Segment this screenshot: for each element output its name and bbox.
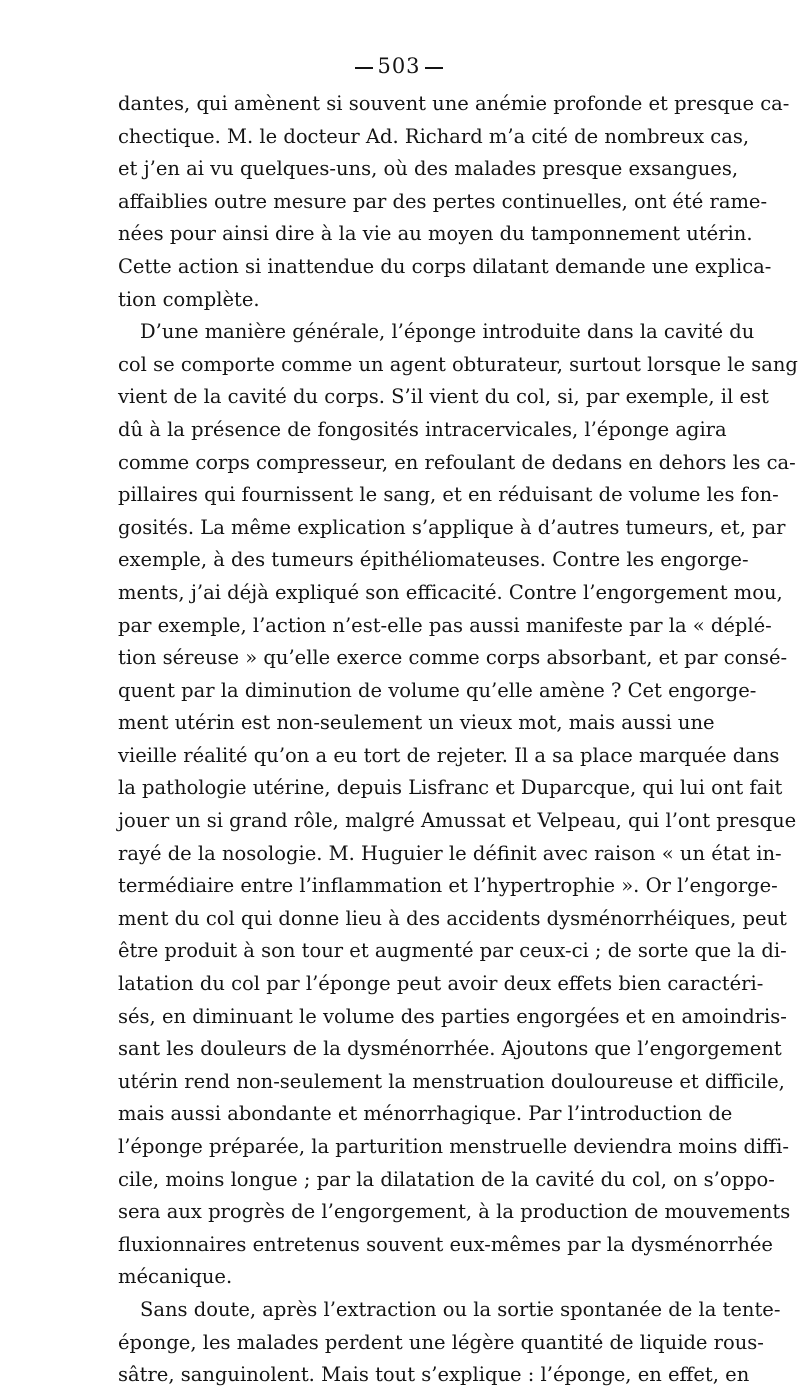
text-line: dû à la présence de fongosités intracervicales, l’éponge agira (118, 417, 727, 441)
text-line: mécanique. (118, 1265, 233, 1289)
text-line: affaiblies outre mesure par des pertes continuelles, ont été rame- (118, 189, 768, 213)
text-line: et j’en ai vu quelques-uns, où des malades presque exsangues, (118, 157, 739, 181)
text-line: par exemple, l’action n’est-elle pas aussi manifeste par la « déplé- (118, 613, 772, 637)
text-line: être produit à son tour et augmenté par ceux-ci ; de sorte que la di- (118, 939, 787, 963)
text-line: sera aux progrès de l’engorgement, à la production de mouvements (118, 1200, 791, 1224)
text-line: dantes, qui amènent si souvent une anémie profonde et presque ca- (118, 92, 790, 115)
text-line: latation du col par l’éponge peut avoir deux effets bien caractéri- (118, 972, 764, 996)
text-line: ment du col qui donne lieu à des accidents dysménorrhéiques, peut (118, 906, 787, 930)
text-line: tion séreuse » qu’elle exerce comme corps absorbant, et par consé- (118, 646, 788, 670)
book-page (118, 50, 798, 1392)
text-line: ments, j’ai déjà expliqué son efficacité. Contre l’engorgement mou, (118, 580, 783, 604)
text-line: sant les douleurs de la dysménorrhée. Ajoutons que l’engorgement (118, 1037, 782, 1061)
header-right-dash (425, 67, 443, 69)
text-line: Sans doute, après l’extraction ou la sortie spontanée de la tente- (140, 1297, 781, 1321)
text-line: sés, en diminuant le volume des parties engorgées et en amoindris- (118, 1004, 787, 1028)
text-line: jouer un si grand rôle, malgré Amussat et Velpeau, qui l’ont presque (118, 809, 797, 833)
text-line: nées pour ainsi dire à la vie au moyen du tamponnement utérin. (118, 222, 753, 246)
text-line: vient de la cavité du corps. S’il vient du col, si, par exemple, il est (118, 385, 769, 409)
page-header (118, 50, 680, 88)
text-line: vieille réalité qu’on a eu tort de rejeter. Il a sa place marquée dans (118, 743, 780, 767)
text-line: termédiaire entre l’inflammation et l’hypertrophie ». Or l’engorge- (118, 874, 778, 898)
text-line: col se comporte comme un agent obturateur, surtout lorsque le sang (118, 352, 798, 376)
text-line: tion complète. (118, 287, 260, 311)
text-line: exemple, à des tumeurs épithéliomateuses. Contre les engorge- (118, 548, 749, 572)
text-line: sâtre, sanguinolent. Mais tout s’explique : l’éponge, en effet, en (118, 1363, 750, 1387)
text-line: pillaires qui fournissent le sang, et en réduisant de volume les fon- (118, 483, 779, 507)
text-line: l’éponge préparée, la parturition menstruelle deviendra moins diffi- (118, 1135, 789, 1158)
text-line: Cette action si inattendue du corps dilatant demande une explica- (118, 254, 772, 278)
body-text (118, 88, 798, 1392)
text-line: gosités. La même explication s’applique à d’autres tumeurs, et, par (118, 515, 786, 539)
text-line: la pathologie utérine, depuis Lisfranc et Duparcque, qui lui ont fait (118, 776, 783, 800)
text-line: cile, moins longue ; par la dilatation de la cavité du col, on s’oppo- (118, 1167, 775, 1191)
text-line: mais aussi abondante et ménorrhagique. Par l’introduction de (118, 1102, 733, 1126)
text-line: quent par la diminution de volume qu’elle amène ? Cet engorge- (118, 678, 757, 702)
text-line: rayé de la nosologie. M. Huguier le définit avec raison « un état in- (118, 841, 782, 865)
text-line: fluxionnaires entretenus souvent eux-mêmes par la dysménorrhée (118, 1232, 773, 1256)
text-line: ment utérin est non-seulement un vieux mot, mais aussi une (118, 711, 715, 735)
text-line: utérin rend non-seulement la menstruation douloureuse et difficile, (118, 1069, 785, 1093)
text-line: D’une manière générale, l’éponge introduite dans la cavité du (140, 320, 755, 344)
page-number: 503 (377, 54, 421, 78)
text-line: chectique. M. le docteur Ad. Richard m’a cité de nombreux cas, (118, 124, 750, 148)
text-line: éponge, les malades perdent une légère quantité de liquide rous- (118, 1330, 764, 1354)
text-line: comme corps compresseur, en refoulant de dedans en dehors les ca- (118, 450, 796, 474)
header-left-dash (355, 67, 373, 69)
